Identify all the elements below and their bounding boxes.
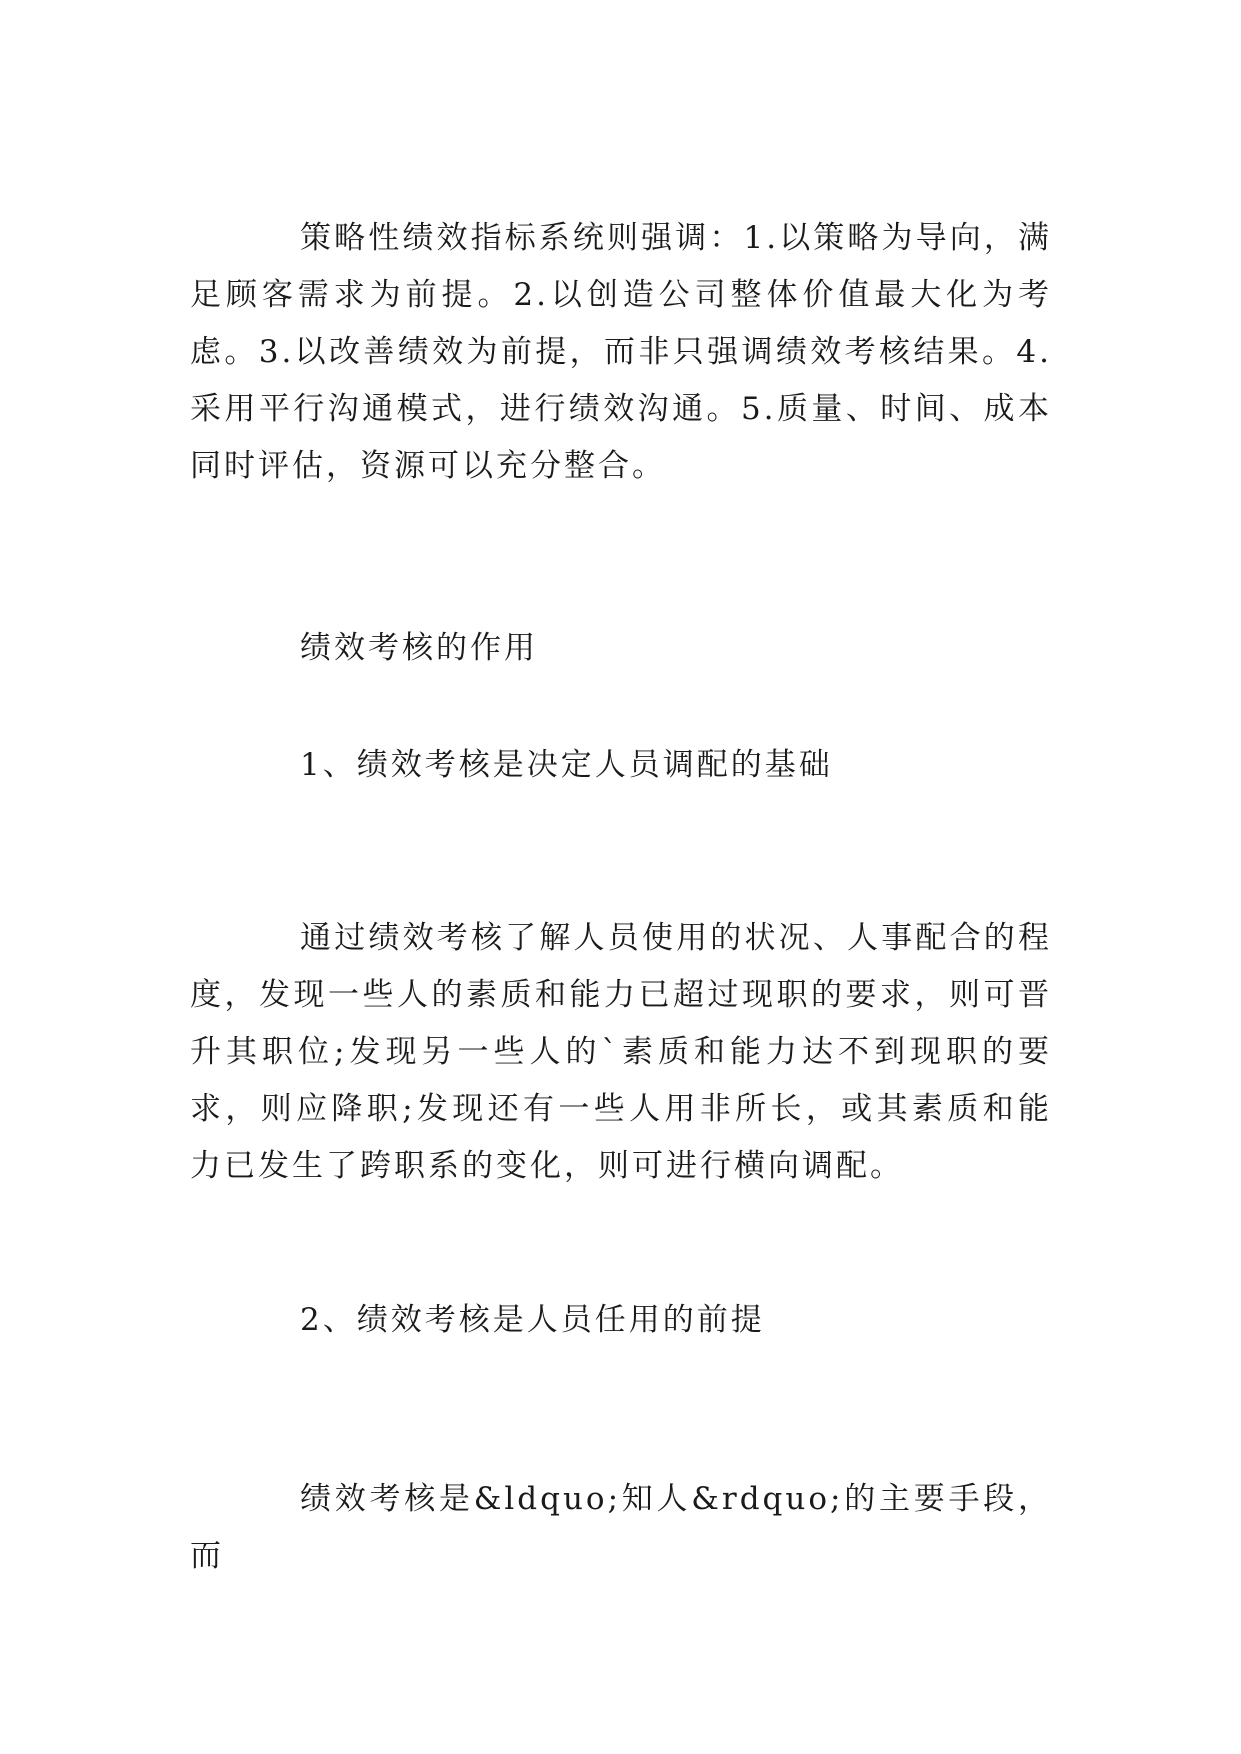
subheading-staff-appointment: 2、绩效考核是人员任用的前提 [300, 1302, 765, 1338]
subheading-staff-allocation: 1、绩效考核是决定人员调配的基础 [300, 747, 833, 783]
paragraph-staff-allocation: 通过绩效考核了解人员使用的状况、人事配合的程度，发现一些人的素质和能力已超过现职的要求，则可晋升其职位;发现另一些人的`素质和能力达不到现职的要求，则应降职;发现还有一些人用非所长，或其素质和能力已发生了跨职系的变化，则可进行横向调配。 [190, 920, 1052, 1184]
section-heading-role: 绩效考核的作用 [300, 630, 538, 666]
paragraph-strategic-indicators: 策略性绩效指标系统则强调：1.以策略为导向，满足顾客需求为前提。2.以创造公司整体价值最大化为考虑。3.以改善绩效为前提，而非只强调绩效考核结果。4.采用平行沟通模式，进行绩效沟通。5.质量、时间、成本同时评估，资源可以充分整合。 [190, 220, 1052, 484]
paragraph-staff-appointment: 绩效考核是&ldquo;知人&rdquo;的主要手段，而 [190, 1481, 1052, 1574]
